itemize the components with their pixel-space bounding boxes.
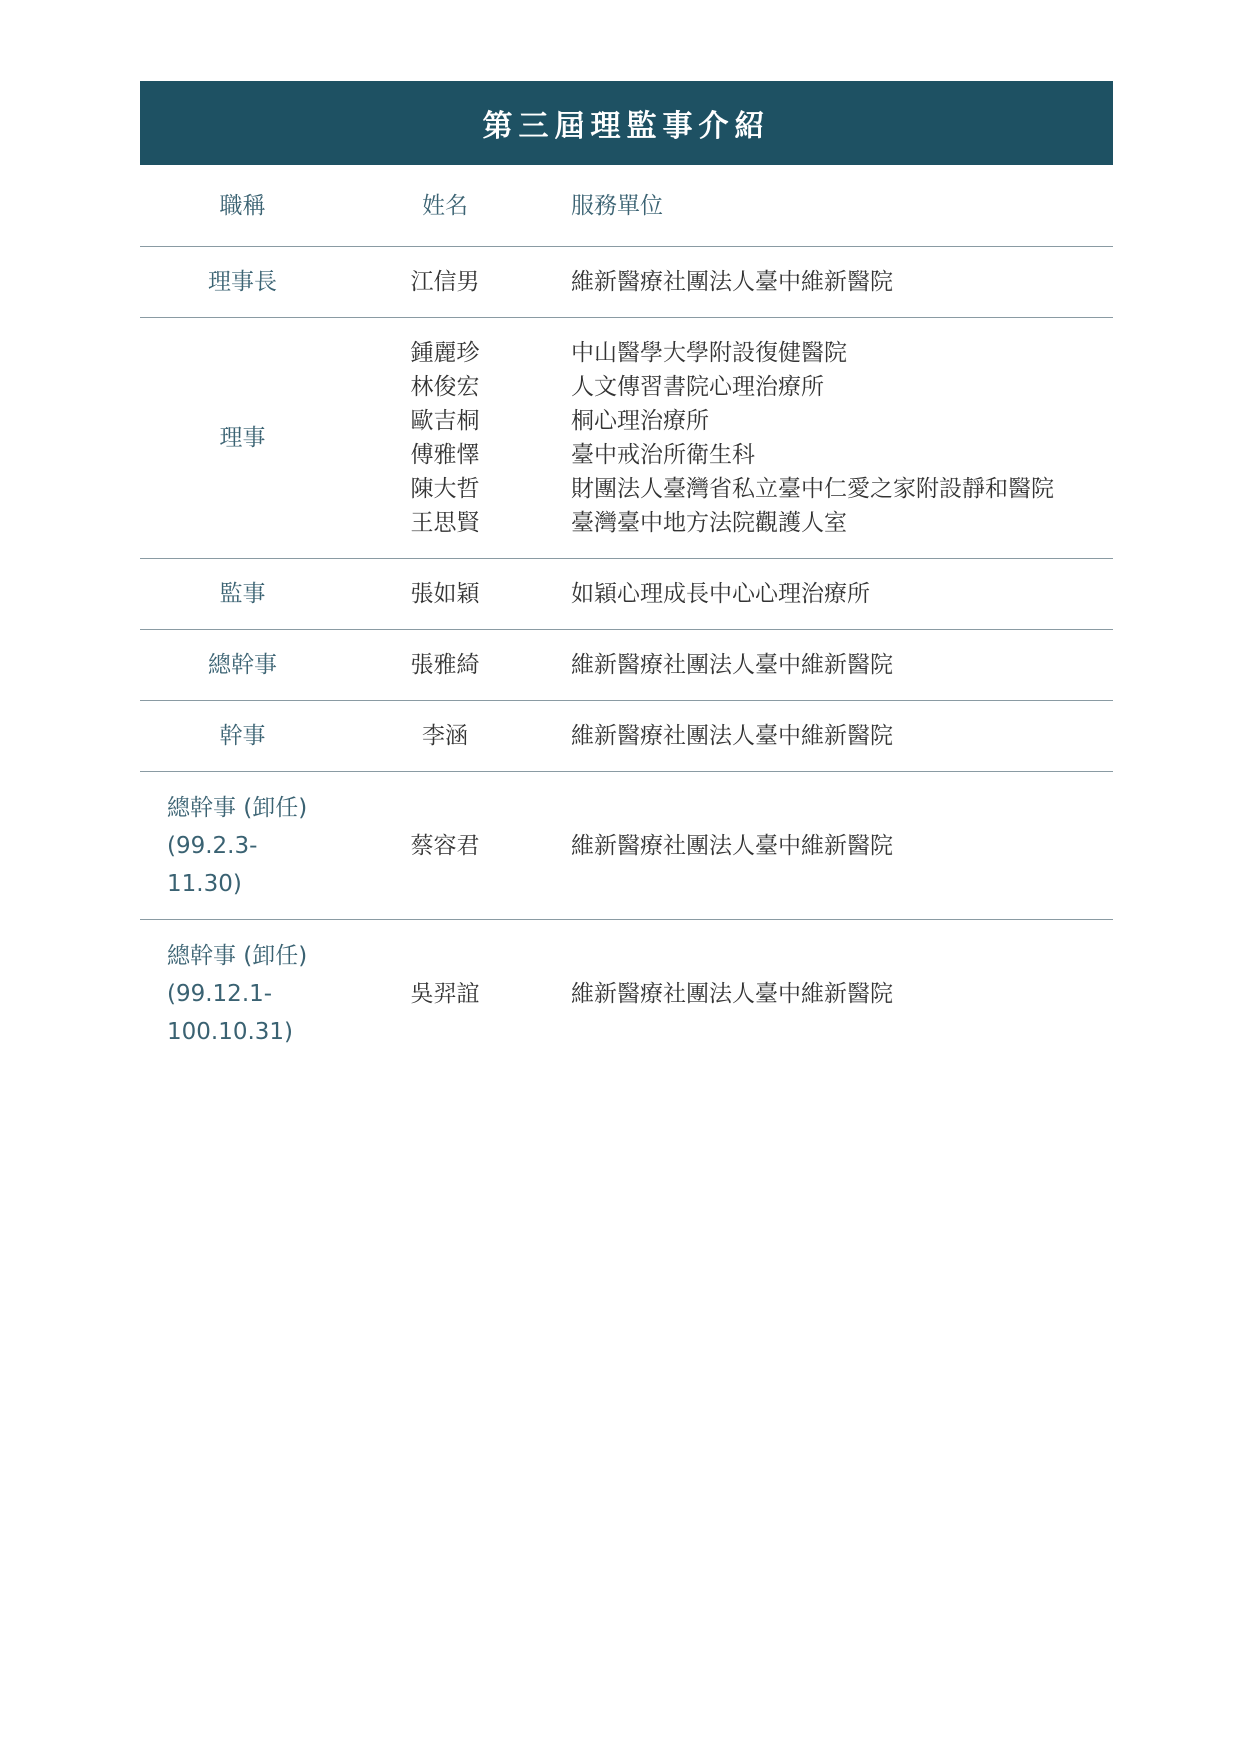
- header-unit: 服務單位: [571, 192, 663, 219]
- member-unit: 維新醫療社團法人臺中維新醫院: [571, 832, 893, 859]
- member-name: 歐吉桐: [410, 408, 480, 434]
- member-unit: 維新醫療社團法人臺中維新醫院: [571, 269, 893, 295]
- position-text: 幹事: [219, 723, 266, 749]
- position-cell: [140, 719, 345, 753]
- position-text: 理事長: [208, 269, 277, 295]
- member-name: 江信男: [410, 269, 480, 295]
- title-banner: [140, 81, 1113, 165]
- name-cell: [345, 577, 515, 611]
- member-name: 王思賢: [410, 510, 480, 536]
- table-row: [140, 701, 1113, 772]
- member-unit: 維新醫療社團法人臺中維新醫院: [571, 980, 893, 1007]
- member-name: 李涵: [422, 723, 468, 749]
- position-text: 11.30): [167, 870, 242, 897]
- name-cell: [345, 648, 515, 682]
- member-unit: 財團法人臺灣省私立臺中仁愛之家附設靜和醫院: [571, 476, 1054, 502]
- member-unit: 臺灣臺中地方法院觀護人室: [571, 510, 847, 536]
- name-cell: [345, 977, 515, 1011]
- table-row: [140, 772, 1113, 920]
- member-unit: 人文傳習書院心理治療所: [571, 374, 824, 400]
- name-cell: [345, 265, 515, 299]
- member-unit: 如穎心理成長中心心理治療所: [571, 581, 870, 607]
- member-unit: 維新醫療社團法人臺中維新醫院: [571, 652, 893, 678]
- position-cell: [140, 577, 345, 611]
- name-cell: [345, 829, 515, 863]
- table-row: [140, 920, 1113, 1067]
- member-name: 張如穎: [410, 581, 480, 607]
- position-cell: [140, 421, 345, 455]
- position-cell: [140, 648, 345, 682]
- member-name: 張雅綺: [410, 652, 480, 678]
- unit-cell: [515, 265, 1113, 299]
- table-row: [140, 559, 1113, 630]
- member-name: 林俊宏: [410, 374, 480, 400]
- member-unit: 桐心理治療所: [571, 408, 709, 434]
- member-name: 陳大哲: [410, 476, 480, 502]
- position-text: 總幹事 (卸任): [167, 942, 308, 969]
- unit-cell: [515, 577, 1113, 611]
- member-unit: 維新醫療社團法人臺中維新醫院: [571, 723, 893, 749]
- unit-cell: [515, 648, 1113, 682]
- position-text: 100.10.31): [167, 1018, 294, 1045]
- unit-cell: [515, 829, 1113, 863]
- table-header: [140, 165, 1113, 247]
- name-cell: [345, 719, 515, 753]
- name-cell: [345, 336, 515, 540]
- page-title: 第三屆理監事介紹: [482, 109, 771, 144]
- position-text: 監事: [219, 581, 266, 607]
- table-row: [140, 247, 1113, 318]
- header-name: 姓名: [422, 192, 468, 219]
- board-members-table: [140, 165, 1113, 1067]
- member-name: 吳羿誼: [410, 980, 480, 1007]
- unit-cell: [515, 336, 1113, 540]
- member-name: 鍾麗珍: [410, 340, 480, 366]
- position-text: (99.2.3-: [167, 832, 258, 859]
- position-text: 總幹事: [208, 652, 277, 678]
- header-position: 職稱: [219, 192, 266, 219]
- table-row: [140, 630, 1113, 701]
- position-text: 總幹事 (卸任): [167, 794, 308, 821]
- position-cell: [140, 265, 345, 299]
- unit-cell: [515, 719, 1113, 753]
- position-cell: [140, 789, 345, 903]
- member-unit: 臺中戒治所衛生科: [571, 442, 755, 468]
- position-text: (99.12.1-: [167, 980, 273, 1007]
- member-name: 傅雅懌: [410, 442, 480, 468]
- position-cell: [140, 937, 345, 1051]
- member-name: 蔡容君: [410, 832, 480, 859]
- member-unit: 中山醫學大學附設復健醫院: [571, 340, 847, 366]
- table-row: [140, 318, 1113, 559]
- table-body: [140, 247, 1113, 1067]
- unit-cell: [515, 977, 1113, 1011]
- position-text: 理事: [219, 425, 266, 451]
